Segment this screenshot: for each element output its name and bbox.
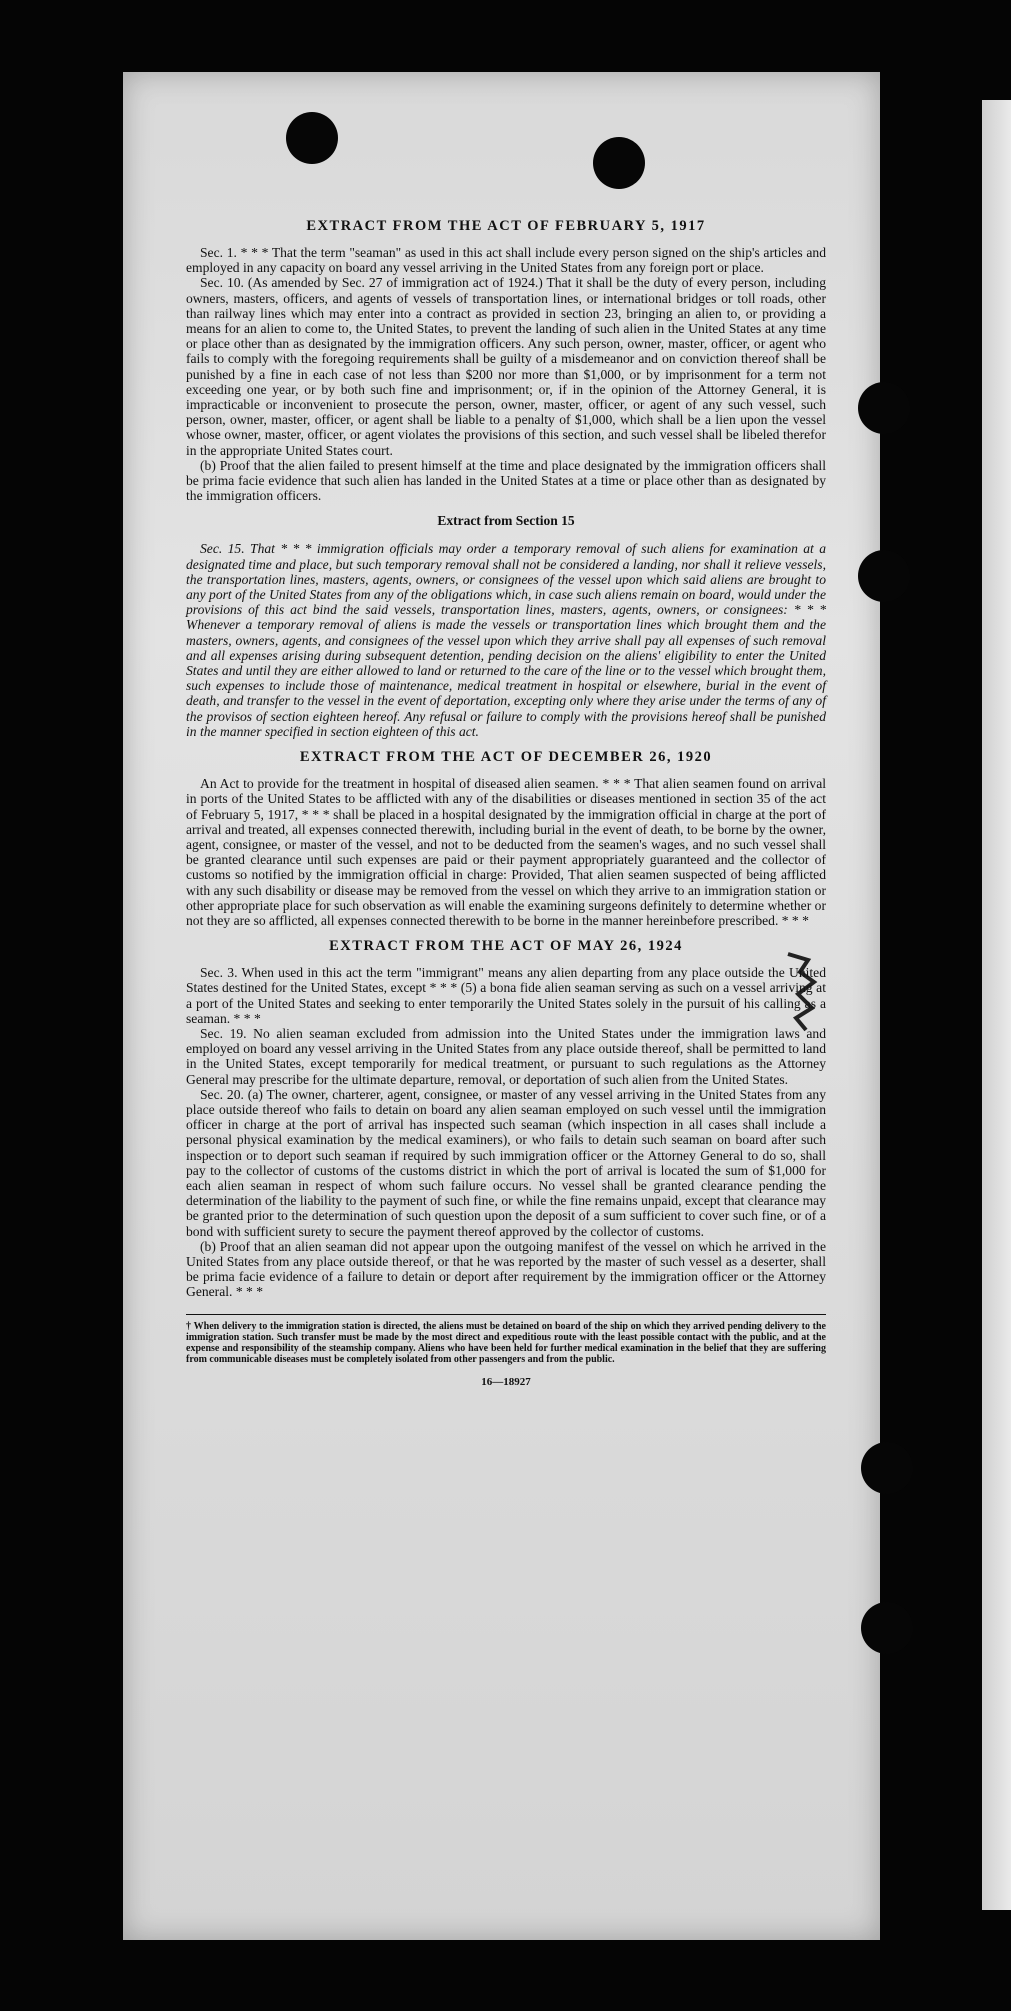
paragraph-sec-15: Sec. 15. That * * * immigration officials may order a temporary removal of such aliens for examination at a designated time and place, but such temporary removal shall not be considered a landing, nor shall it relieve vessels, the transportation lines, masters, agents, owners, or consignees of the vessel upon which said aliens are brought to any port of the United States from any of the obligations which, in case such aliens remain on board, would under the provisions of this act bind the said vessels, transportation lines, masters, agents, owners, or consignees: * * * Whenever a temporary removal of aliens is made the vessels or transportation lines which brought them and the masters, owners, agents, and consignees of the vessel upon which they arrive shall pay all expenses of such removal and all expenses arising during subsequent detention, pending decision on the aliens' eligibility to enter the United States and until they are either allowed to land or returned to the care of the line or to the vessel which brought them, such expenses to include those of maintenance, medical treatment in hospital or elsewhere, burial in the event of death, and transfer to the vessel in the event of deportation, excepting only where they arise under the terms of any of the provisos of section eighteen hereof. Any refusal or failure to comply with the provisions hereof shall be punished in the manner specified in section eighteen of this act. xyxy=(186,541,826,739)
section-heading-1924: EXTRACT FROM THE ACT OF MAY 26, 1924 xyxy=(329,938,683,955)
punch-hole xyxy=(858,550,910,602)
punch-hole xyxy=(861,1442,913,1494)
paragraph-act-1920: An Act to provide for the treatment in hospital of diseased alien seamen. * * * That alien seamen found on arrival in ports of the United States to be afflicted with any of the disabilities or diseases mentioned in section 35 of the act of February 5, 1917, * * * shall be placed in a hospital designated by the immigration official in charge at the port of arrival and treated, all expenses connected therewith, including burial in the event of death, to be borne by the owner, agent, consignee, or master of the vessel, and not to be deducted from the seamen's wages, and no such vessel shall be granted clearance until such expenses are paid or their payment appropriately guaranteed and the collector of customs so notified by the immigration official in charge: Provided, That alien seamen suspected of being afflicted with any such disability or disease may be removed from the vessel on which they arrive to an immigration station or other appropriate place for such observation as will enable the examining surgeons definitely to determine whether or not they are so afflicted, all expenses connected therewith to be borne in the manner hereinbefore prescribed. * * * xyxy=(186,776,826,928)
footnote-divider xyxy=(186,1314,826,1315)
paragraph-sec-20b: (b) Proof that an alien seaman did not appear upon the outgoing manifest of the vessel on which he arrived in the United States from any place outside thereof, or that he was reported by the master of such vessel as a deserter, shall be prima facie evidence of a failure to detain or deport after requirement by the immigration officer or the Attorney General. * * * xyxy=(186,1238,826,1300)
punch-hole xyxy=(593,137,645,189)
document-page xyxy=(123,72,880,1940)
paragraph-sec-10: Sec. 10. (As amended by Sec. 27 of immigration act of 1924.) That it shall be the duty of every person, including owners, masters, officers, and agents of vessels of transportation lines, or international bridges or toll roads, other than railway lines which may enter into a contract as provided in section 23, bringing an alien to, or providing a means for an alien to come to, the United States, to prevent the landing of such alien in the United States at any time or place other than as designated by the immigration officers. Any such person, owner, master, officer, or agent who fails to comply with the foregoing requirements shall be guilty of a misdemeanor and on conviction thereof shall be punished by a fine in each case of not less than $200 nor more than $1,000, or by imprisonment for a term not exceeding one year, or by both such fine and imprisonment; or, if in the opinion of the Attorney General, it is impracticable or inconvenient to prosecute the person, owner, master, officer, or agent of any such vessel, such person, owner, master, officer, or agent shall be liable to a penalty of $1,000, which shall be a lien upon the vessel whose owner, master, officer, or agent violates the provisions of this section, and such vessel shall be libeled therefor in the appropriate United States court. xyxy=(186,275,826,458)
paragraph-sec-10b: (b) Proof that the alien failed to present himself at the time and place designated by the immigration officers shall be prima facie evidence that such alien has landed in the United States at a time or place other than as designated by the immigration officers. xyxy=(186,457,826,504)
footnote: † When delivery to the immigration station is directed, the aliens must be detained on board of the ship on which they arrived pending delivery to the immigration station. Such transfer must be made by the most direct and expeditious route with the least possible contact with the public, and at the expense and responsibility of the steamship company. Aliens who have been held for further medical examination in the belief that they are suffering from communicable diseases must be completely isolated from other passengers and from the public. xyxy=(186,1320,826,1366)
section-heading-1917: EXTRACT FROM THE ACT OF FEBRUARY 5, 1917 xyxy=(306,218,706,234)
document-body xyxy=(186,218,826,1388)
paragraph-sec-20a: Sec. 20. (a) The owner, charterer, agent, consignee, or master of any vessel arriving in the United States from any place outside thereof who fails to detain on board any alien seaman employed on such vessel until the immigration officer in charge at the port of arrival has inspected such seaman (which inspection in all cases shall include a personal physical examination by the medical examiners), or who fails to detain such seaman on board after such inspection or to deport such seaman if required by such immigration officer or the Attorney General to do so, shall pay to the collector of customs of the customs district in which the port of arrival is located the sum of $1,000 for each alien seaman in respect of whom such failure occurs. No vessel shall be granted clearance pending the determination of the liability to the payment of such fine, or while the fine remains unpaid, except that clearance may be granted prior to the determination of such question upon the deposit of a sum sufficient to cover such fine, or of a bond with sufficient surety to secure the payment thereof approved by the collector of customs. xyxy=(186,1086,826,1239)
punch-hole xyxy=(286,112,338,164)
paragraph-sec-19: Sec. 19. No alien seaman excluded from admission into the United States under the immigration laws and employed on board any vessel arriving in the United States from any place outside thereof, shall be permitted to land in the United States, except temporarily for medical treatment, or pursuant to such regulations as the Attorney General may prescribe for the ultimate departure, removal, or deportation of such alien from the United States. xyxy=(186,1025,826,1087)
paragraph-sec-3: Sec. 3. When used in this act the term "immigrant" means any alien departing from any place outside the United States destined for the United States, except * * * (5) a bona fide alien seaman serving as such on a vessel arriving at a port of the United States and seeking to enter temporarily the United States solely in the pursuit of his calling as a seaman. * * * xyxy=(186,965,826,1026)
section-subheading-15: Extract from Section 15 xyxy=(437,513,575,529)
paragraph-sec-1: Sec. 1. * * * That the term "seaman" as used in this act shall include every person signed on the ship's articles and employed in any capacity on board any vessel arriving in the United States from any foreign port or place. xyxy=(186,245,826,276)
adjacent-page-strip xyxy=(982,100,1011,1910)
punch-hole xyxy=(858,382,910,434)
document-number: 16—18927 xyxy=(481,1375,531,1388)
section-heading-1920: EXTRACT FROM THE ACT OF DECEMBER 26, 1920 xyxy=(299,749,713,766)
punch-hole xyxy=(861,1602,913,1654)
